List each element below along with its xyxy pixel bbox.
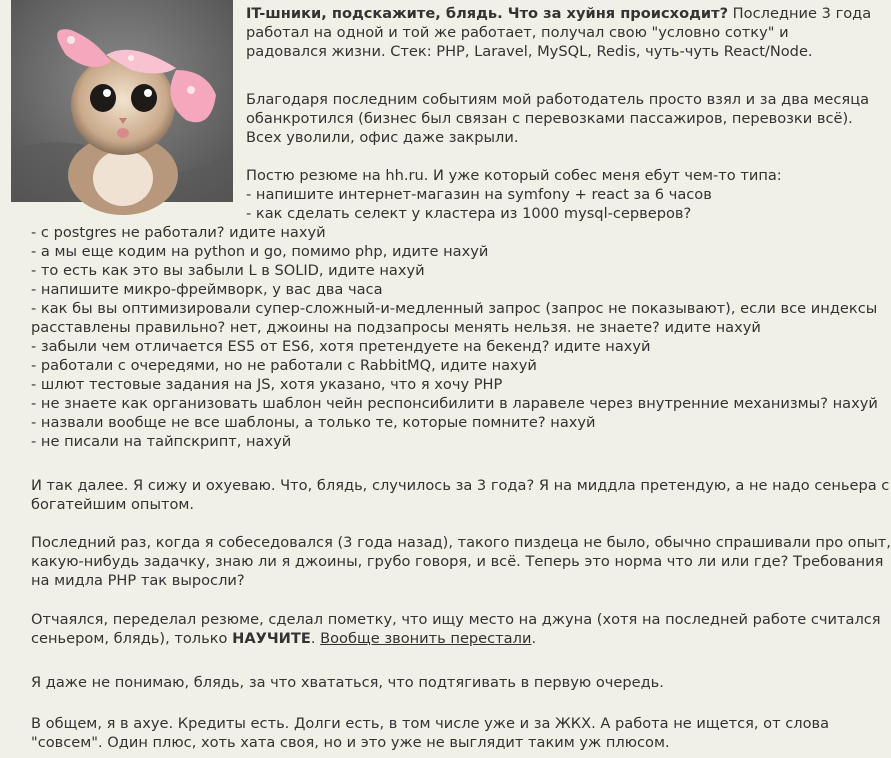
paragraph-desperate: Отчаялся, переделал резюме, сделал пометку, что ищу место на джуна (хотя на последней работе считался сеньером, блядь), только НАУЧИТЕ. Вообще звонить перестали. (31, 611, 881, 647)
paragraph-bankrupt: Благодаря последним событиям мой работодатель просто взял и за два месяца обанкротился (бизнес был связан с перевозками пассажиров, перевозки всё). Всех уволили, офис даже закрыли. (246, 91, 870, 146)
paragraph-summary: В общем, я в ахуе. Кредиты есть. Долги есть, в том числе уже и за ЖКХ. А работа не ищется, от слова "совсем". Один плюс, хоть хата своя, но и это уже не выглядит таким уж плюсом. (31, 715, 830, 751)
list-item: - шлют тестовые задания на JS, хотя указано, что я хочу PHP (31, 376, 503, 393)
paragraph-interviews: Постю резюме на hh.ru. И уже который собес меня ебут чем-то типа: - напишите интернет-магазин на symfony + react за 6 часов - как сделать селект у кластера из 1000 mysql-серверов? (246, 167, 782, 222)
stopped-calling-link[interactable]: Вообще звонить перестали (320, 630, 532, 647)
interview-list (31, 223, 878, 451)
teach-me-bold: НАУЧИТЕ (232, 630, 311, 647)
list-item: - назвали вообще не все шаблоны, а только те, которые помните? нахуй (31, 414, 596, 431)
list-item: - работали с очередями, но не работали с RabbitMQ, идите нахуй (31, 357, 537, 374)
list-item: - с postgres не работали? идите нахуй (31, 224, 326, 241)
paragraph-intro: IT-шники, подскажите, блядь. Что за хуйня происходит? Последние 3 года работал на одной и той же работает, получал свою "условно сотку" и радовался жизни. Стек: PHP, Laravel, MySQL, Redis, чуть-чуть React/Node. (246, 5, 872, 60)
list-item: - напишите микро-фреймворк, у вас два часа (31, 281, 383, 298)
paragraph-etc: И так далее. Я сижу и охуеваю. Что, блядь, случилось за 3 года? Я на миддла претендую, а не надо сеньера с богатейшим опытом. (31, 477, 890, 513)
list-item: - забыли чем отличается ES5 от ES6, хотя претендуете на бекенд? идите нахуй (31, 338, 651, 355)
list-item: - не знаете как организовать шаблон чейн респонсибилити в ларавеле через внутренние механизмы? нахуй (31, 395, 878, 412)
post-image[interactable] (11, 0, 233, 202)
list-item: расставлены правильно? нет, джоины на подзапросы менять нельзя. не знаете? идите нахуй (31, 319, 761, 336)
paragraph-confused: Я даже не понимаю, блядь, за что хвататься, что подтягивать в первую очередь. (31, 674, 664, 691)
kitten-image (11, 0, 233, 202)
list-item: - не писали на тайпскрипт, нахуй (31, 433, 292, 450)
paragraph-last-time: Последний раз, когда я собеседовался (3 года назад), такого пиздеца не было, обычно спрашивали про опыт, какую-нибудь задачку, знаю ли я джоины, грубо говоря, и всё. Теперь это норма что ли или где? Требования на мидла PHP так выросли? (31, 534, 891, 589)
post-title: IT-шники, подскажите, блядь. Что за хуйня происходит? (246, 5, 729, 22)
list-item: - то есть как это вы забыли L в SOLID, идите нахуй (31, 262, 425, 279)
list-item: - а мы еще кодим на python и go, помимо php, идите нахуй (31, 243, 489, 260)
list-item: - как бы вы оптимизировали супер-сложный-и-медленный запрос (запрос не показывают), если все индексы (31, 300, 878, 317)
